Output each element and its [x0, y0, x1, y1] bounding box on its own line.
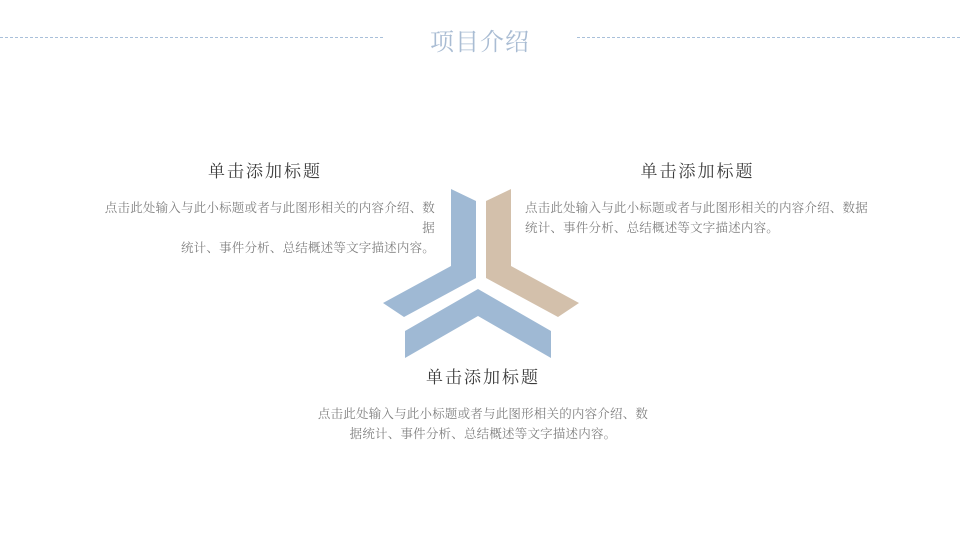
block-right-body-line-2: 统计、事件分析、总结概述等文字描述内容。	[525, 221, 780, 235]
block-bottom-heading[interactable]: 单击添加标题	[426, 368, 540, 387]
text-block-left	[95, 160, 435, 258]
block-left-body-line-2: 统计、事件分析、总结概述等文字描述内容。	[180, 241, 435, 255]
page-title[interactable]: 项目介绍	[430, 29, 530, 56]
block-bottom-body-line-2: 据统计、事件分析、总结概述等文字描述内容。	[349, 427, 617, 441]
block-bottom-body[interactable]	[297, 404, 669, 444]
block-right-body[interactable]	[525, 198, 870, 238]
block-right-heading[interactable]: 单击添加标题	[640, 162, 755, 181]
text-block-right	[525, 160, 870, 238]
text-block-bottom	[297, 366, 669, 444]
block-left-body[interactable]	[95, 198, 435, 258]
block-left-heading[interactable]: 单击添加标题	[208, 162, 322, 181]
block-bottom-body-line-1: 点击此处输入与此小标题或者与此图形相关的内容介绍、数	[317, 407, 649, 421]
block-left-body-line-1: 点击此处输入与此小标题或者与此图形相关的内容介绍、数据	[104, 201, 435, 235]
block-right-body-line-1: 点击此处输入与此小标题或者与此图形相关的内容介绍、数据	[525, 201, 868, 215]
